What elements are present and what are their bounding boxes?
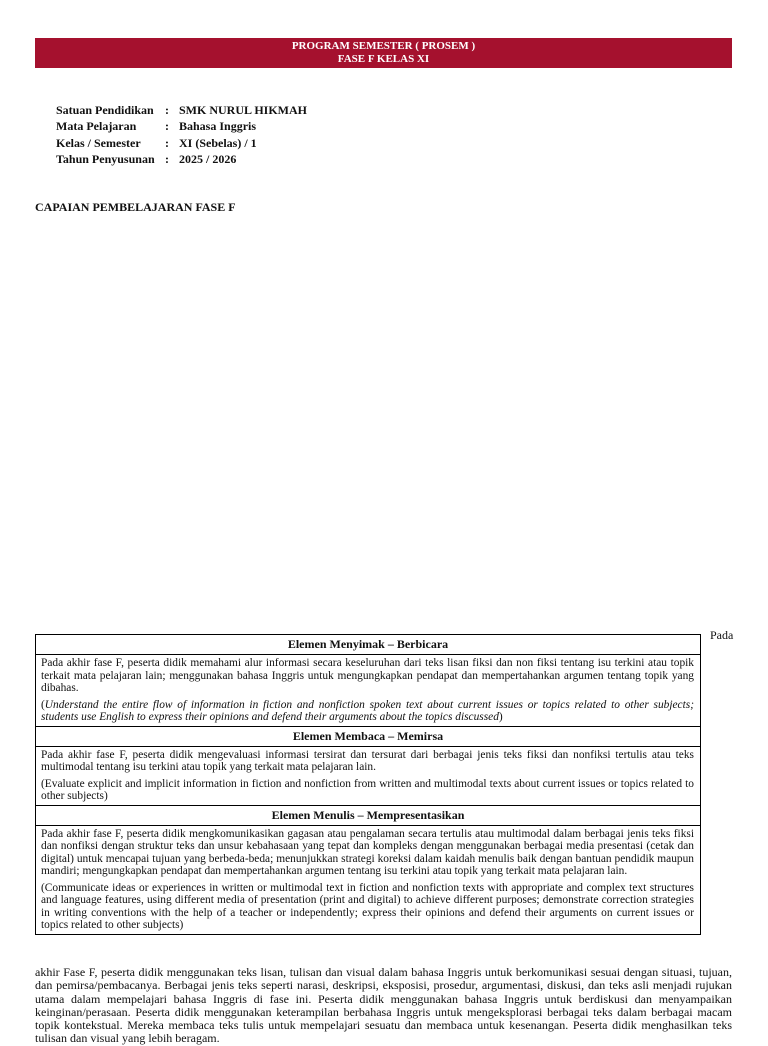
element-description-id: Pada akhir fase F, peserta didik mengkomunikasikan gagasan atau pengalaman secara tertulis atau multimodal dalam berbagai jenis teks fiksi dan nonfiksi dengan struktur teks dan unsur kebahasaan yang tepat dan kompleks dengan menggunakan berbagai media presentasi (cetak dan digital) untuk mencapai tujuan yang berbeda-beda; menunjukkan strategi koreksi dalam kaidah menulis baik dengan bantuan pendidik maupun mandiri; mengungkapkan pendapat dan mempertahankan argumen tentang isu terkini atau topik yang terkait mata pelajaran lain. xyxy=(41,827,694,877)
section-title: CAPAIAN PEMBELAJARAN FASE F xyxy=(35,200,236,214)
header-title: PROGRAM SEMESTER ( PROSEM ) xyxy=(291,40,476,52)
info-label: Mata Pelajaran xyxy=(56,119,137,134)
element-description-en: (Understand the entire flow of information in fiction and nonfiction spoken text about current issues or topics related to other subjects; students use English to express their opinions and defend their arguments about the topics discussed) xyxy=(41,698,694,723)
element-heading-listening-speaking: Elemen Menyimak – Berbicara xyxy=(36,635,700,655)
info-colon: : xyxy=(165,151,169,166)
element-description-en: (Communicate ideas or experiences in written or multimodal text in fiction and nonfiction texts with appropriate and complex text structures and language features, using different media of presentation (print and digital) to achieve different purposes; demonstrate correction strategies in writing conventions with the help of a teacher or independently; express their opinions and defend their arguments on current issues or topics related to other subjects) xyxy=(41,881,694,931)
info-value: XI (Sebelas) / 1 xyxy=(179,135,257,150)
element-description-en: (Evaluate explicit and implicit information in fiction and nonfiction from written and multimodal texts about current issues or topics related to other subjects) xyxy=(41,777,694,802)
info-label: Tahun Penyusunan xyxy=(56,151,155,166)
info-value: SMK NURUL HIKMAH xyxy=(179,103,308,117)
identity-table xyxy=(56,102,307,167)
element-body-listening-speaking xyxy=(36,655,700,727)
element-description-id: Pada akhir fase F, peserta didik memahami alur informasi secara keseluruhan dari teks lisan fiksi dan non fiksi tentang isu terkini atau topik terkait mata pelajaran lain; menggunakan bahasa Inggris untuk mengungkapkan pendapat dan mempertahankan argumen tentang topik yang dibahas. xyxy=(41,657,694,694)
element-heading-writing-presenting: Elemen Menulis – Mempresentasikan xyxy=(36,806,700,826)
info-row-year xyxy=(56,151,307,167)
info-row-subject xyxy=(56,118,307,134)
info-row-class xyxy=(56,135,307,151)
header-subtitle: FASE F KELAS XI xyxy=(337,53,430,65)
paragraph-start-word: Pada xyxy=(710,628,734,642)
element-body-writing-presenting xyxy=(36,826,700,935)
info-colon: : xyxy=(165,135,169,150)
info-row-school xyxy=(56,102,307,118)
info-label: Kelas / Semester xyxy=(56,135,141,150)
phase-description-paragraph: akhir Fase F, peserta didik menggunakan teks lisan, tulisan dan visual dalam bahasa Inggris untuk berkomunikasi sesuai dengan situasi, tujuan, dan pemirsa/pembacanya. Berbagai jenis teks seperti narasi, deskripsi, eksposisi, prosedur, argumentasi, diskusi, dan teks asli menjadi rujukan utama dalam mempelajari bahasa Inggris di fase ini. Peserta didik menggunakan bahasa Inggris untuk berdiskusi dan menyampaikan keinginan/perasaan. Peserta didik menggunakan keterampilan berbahasa Inggris untuk mengeksplorasi berbagai teks dalam berbagai macam topik kontekstual. Mereka membaca teks tulis untuk mempelajari sesuatu dan membaca untuk kesenangan. Peserta didik menghasilkan teks tulisan dan visual yang lebih beragam. xyxy=(35,965,732,1046)
info-value: Bahasa Inggris xyxy=(179,119,257,134)
info-value: 2025 / 2026 xyxy=(179,151,237,166)
info-label: Satuan Pendidikan xyxy=(56,103,154,117)
element-heading-reading-viewing: Elemen Membaca – Memirsa xyxy=(36,727,700,747)
info-colon: : xyxy=(165,119,169,134)
element-body-reading-viewing xyxy=(36,747,700,806)
elements-table xyxy=(35,634,701,935)
document-header xyxy=(35,38,732,68)
info-colon: : xyxy=(165,103,169,117)
element-description-id: Pada akhir fase F, peserta didik mengevaluasi informasi tersirat dan tersurat dari berbagai jenis teks fiksi dan nonfiksi tertulis atau teks multimodal tentang isu terkini atau topik yang terkait mata pelajaran lain. xyxy=(41,748,694,773)
